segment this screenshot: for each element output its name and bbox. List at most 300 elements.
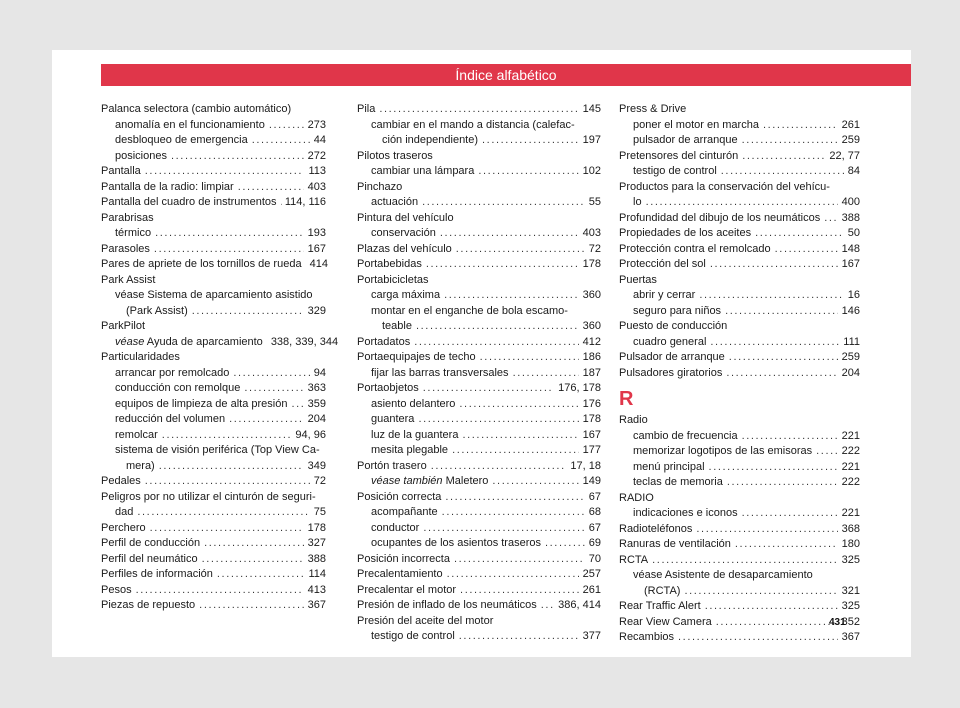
index-entry xyxy=(619,304,860,320)
index-entry xyxy=(619,226,860,242)
entry-term: Pesos xyxy=(101,583,132,596)
entry-term-text: Maletero xyxy=(442,475,489,487)
leader-dots xyxy=(454,552,585,568)
entry-term: equipos de limpieza de alta presión xyxy=(115,397,288,410)
entry-page-ref: 180 xyxy=(841,538,860,550)
leader-dots xyxy=(445,490,584,506)
index-entry xyxy=(357,366,601,382)
leader-dots xyxy=(162,428,292,444)
entry-term: Posición correcta xyxy=(357,490,442,503)
leader-dots xyxy=(426,257,579,273)
leader-dots xyxy=(742,133,838,149)
entry-page-ref: 261 xyxy=(841,118,860,131)
index-entry xyxy=(619,133,860,149)
entry-term: cambio de frecuencia xyxy=(633,429,738,442)
index-entry xyxy=(619,257,860,273)
page-title: Índice alfabético xyxy=(101,64,911,86)
entry-page-ref: 325 xyxy=(841,553,860,566)
entry-page-ref: 273 xyxy=(307,118,326,131)
leader-dots xyxy=(444,288,579,304)
entry-term: Protección del sol xyxy=(619,258,706,270)
entry-page-ref: 94, 96 xyxy=(295,428,326,441)
entry-page-ref: 70 xyxy=(588,552,601,565)
index-entry xyxy=(357,583,601,599)
leader-dots xyxy=(478,164,578,180)
index-heading: cambiar en el mando a distancia (calefac- xyxy=(371,118,575,131)
leader-dots xyxy=(229,412,304,428)
entry-term: testigo de control xyxy=(633,165,717,177)
index-entry xyxy=(101,459,326,475)
leader-dots xyxy=(136,583,304,599)
entry-page-ref: 167 xyxy=(841,258,860,270)
entry-term: Propiedades de los aceites xyxy=(619,227,752,239)
entry-term: RCTA xyxy=(619,553,649,566)
leader-dots xyxy=(735,537,838,553)
leader-dots xyxy=(291,397,303,413)
entry-page-ref: 67 xyxy=(588,521,601,534)
entry-term: Pulsador de arranque xyxy=(619,351,725,363)
entry-term: guantera xyxy=(371,413,415,425)
entry-term: térmico xyxy=(115,227,152,239)
index-entry xyxy=(357,102,601,118)
entry-page-ref: 114 xyxy=(308,568,326,580)
entry-page-ref: 327 xyxy=(307,537,326,549)
entry-term: posiciones xyxy=(115,149,167,162)
entry-term: ción independiente) xyxy=(382,134,479,146)
leader-dots xyxy=(137,505,309,521)
leader-dots xyxy=(379,102,578,118)
index-entry xyxy=(619,350,860,366)
entry-page-ref: 221 xyxy=(841,429,860,442)
page-number: 431 xyxy=(829,617,846,628)
leader-dots xyxy=(492,474,578,490)
entry-page-ref: 204 xyxy=(841,366,860,379)
entry-page-ref: 72 xyxy=(313,475,326,487)
index-entry xyxy=(357,567,601,583)
entry-term: Presión de inflado de los neumáticos xyxy=(357,599,537,611)
entry-term: ocupantes de los asientos traseros xyxy=(371,537,541,549)
index-entry xyxy=(357,490,601,506)
index-entry xyxy=(357,257,601,273)
entry-term: Portadatos xyxy=(357,335,411,348)
entry-term: arrancar por remolcado xyxy=(115,366,230,379)
entry-term: Pares de apriete de los tornillos de rueda xyxy=(101,258,302,270)
entry-page-ref: 17, 18 xyxy=(570,459,601,472)
entry-page-ref: 187 xyxy=(582,366,601,379)
entry-page-ref: 167 xyxy=(307,242,326,255)
entry-term: acompañante xyxy=(371,506,438,518)
index-entry xyxy=(101,397,326,413)
index-entry xyxy=(619,366,860,382)
index-heading: Presión del aceite del motor xyxy=(357,614,494,627)
index-entry xyxy=(619,599,860,615)
entry-term: Precalentamiento xyxy=(357,568,443,580)
index-heading: Puesto de conducción xyxy=(619,320,728,332)
entry-term: Pulsadores giratorios xyxy=(619,366,723,379)
leader-dots xyxy=(678,630,838,646)
entry-page-ref: 329 xyxy=(307,304,326,317)
entry-page-ref: 272 xyxy=(307,149,326,162)
leader-dots xyxy=(145,474,310,490)
entry-page-ref: 178 xyxy=(307,521,326,534)
entry-page-ref: 377 xyxy=(582,630,601,642)
index-entry xyxy=(101,164,326,180)
entry-page-ref: 222 xyxy=(841,476,860,488)
entry-page-ref: 67 xyxy=(588,490,601,503)
entry-page-ref: 55 xyxy=(588,196,601,208)
index-entry xyxy=(357,133,601,149)
entry-page-ref: 113 xyxy=(308,165,326,177)
entry-page-ref: 388 xyxy=(841,211,860,224)
entry-term: teclas de memoria xyxy=(633,476,723,488)
entry-term: Perfil de conducción xyxy=(101,537,201,549)
leader-dots xyxy=(460,583,579,599)
entry-term xyxy=(115,335,263,351)
entry-term: asiento delantero xyxy=(371,397,456,410)
leader-dots xyxy=(545,536,585,552)
leader-dots xyxy=(145,164,305,180)
entry-term: Precalentar el motor xyxy=(357,583,457,596)
index-entry xyxy=(357,459,601,475)
leader-dots xyxy=(541,598,554,614)
entry-page-ref: 259 xyxy=(841,134,860,146)
leader-dots xyxy=(705,599,838,615)
entry-term: Portaequipajes de techo xyxy=(357,351,476,363)
index-section-letter: R xyxy=(619,388,634,410)
index-entry xyxy=(101,304,326,320)
entry-page-ref: 222 xyxy=(841,445,860,457)
index-heading: Puertas xyxy=(619,273,657,286)
entry-term: cambiar una lámpara xyxy=(371,165,475,177)
entry-term: conducción con remolque xyxy=(115,382,241,394)
leader-dots xyxy=(202,552,304,568)
index-heading: RADIO xyxy=(619,491,654,504)
entry-page-ref: 146 xyxy=(841,304,860,317)
index-heading: Pintura del vehículo xyxy=(357,211,454,224)
entry-term: Rear Traffic Alert xyxy=(619,600,701,612)
entry-term: Rear View Camera xyxy=(619,615,712,628)
index-heading: Particularidades xyxy=(101,351,180,363)
entry-term: Recambios xyxy=(619,631,675,643)
leader-dots xyxy=(716,615,838,631)
entry-page-ref: 221 xyxy=(841,460,860,473)
entry-page-ref: 177 xyxy=(582,444,601,456)
leader-dots xyxy=(233,366,309,382)
entry-page-ref: 69 xyxy=(588,537,601,549)
index-entry xyxy=(619,615,860,631)
leader-dots xyxy=(456,242,585,258)
entry-page-ref: 186 xyxy=(582,351,601,363)
index-entry xyxy=(619,429,860,445)
leader-dots xyxy=(459,629,579,645)
entry-term: anomalía en el funcionamiento xyxy=(115,118,265,131)
leader-dots xyxy=(238,180,304,196)
entry-term: testigo de control xyxy=(371,630,455,642)
index-entry xyxy=(101,149,326,165)
index-entry xyxy=(357,381,601,397)
index-entry xyxy=(101,412,326,428)
index-heading: Parabrisas xyxy=(101,211,154,224)
leader-dots xyxy=(480,350,579,366)
index-entry xyxy=(101,521,326,537)
index-heading: Pinchazo xyxy=(357,180,403,193)
index-entry xyxy=(101,257,326,273)
index-entry xyxy=(101,242,326,258)
index-entry xyxy=(101,567,326,583)
leader-dots xyxy=(742,149,825,165)
entry-page-ref: 94 xyxy=(313,366,326,379)
index-entry xyxy=(357,288,601,304)
entry-page-ref: 50 xyxy=(847,227,860,239)
entry-page-ref: 114, 116 xyxy=(284,196,326,208)
entry-page-ref: 22, 77 xyxy=(829,149,860,162)
index-entry xyxy=(357,397,601,413)
entry-term: remolcar xyxy=(115,428,158,441)
index-entry xyxy=(101,133,326,149)
entry-term: conservación xyxy=(371,227,436,239)
index-entry xyxy=(357,350,601,366)
leader-dots xyxy=(442,505,585,521)
entry-page-ref: 386, 414 xyxy=(558,599,601,611)
entry-term: conductor xyxy=(371,521,420,534)
index-entry xyxy=(357,474,601,490)
leader-dots xyxy=(440,226,579,242)
index-entry xyxy=(619,584,860,600)
entry-term: mesita plegable xyxy=(371,444,449,456)
entry-term: luz de la guantera xyxy=(371,428,459,441)
index-entry xyxy=(619,537,860,553)
leader-dots xyxy=(159,459,304,475)
entry-page-ref: 400 xyxy=(841,196,860,208)
index-heading: sistema de visión periférica (Top View Ca- xyxy=(115,444,320,456)
index-heading: Press & Drive xyxy=(619,103,687,115)
index-entry xyxy=(619,506,860,522)
leader-dots xyxy=(252,133,310,149)
index-entry xyxy=(357,319,601,335)
entry-page-ref: 193 xyxy=(307,227,326,239)
index-entry xyxy=(101,536,326,552)
entry-term: fijar las barras transversales xyxy=(371,366,509,379)
entry-term: Portaobjetos xyxy=(357,382,419,394)
leader-dots xyxy=(729,350,838,366)
entry-term: Protección contra el remolcado xyxy=(619,242,771,255)
entry-term: cuadro general xyxy=(633,335,707,348)
entry-term: mera) xyxy=(126,459,155,472)
index-entry xyxy=(619,211,860,227)
entry-page-ref: 412 xyxy=(582,335,601,348)
index-entry xyxy=(357,412,601,428)
entry-page-ref: 367 xyxy=(307,599,326,611)
entry-page-ref: 368 xyxy=(841,522,860,535)
leader-dots xyxy=(422,195,585,211)
entry-term: (RCTA) xyxy=(644,584,681,597)
entry-term: indicaciones e iconos xyxy=(633,507,738,519)
leader-dots xyxy=(816,444,838,460)
entry-page-ref: 257 xyxy=(582,568,601,580)
entry-page-ref: 167 xyxy=(582,428,601,441)
leader-dots xyxy=(721,164,844,180)
leader-dots xyxy=(423,381,554,397)
entry-term: Pantalla de la radio: limpiar xyxy=(101,180,234,193)
index-heading: Portabicicletas xyxy=(357,273,429,286)
index-entry xyxy=(619,630,860,646)
leader-dots xyxy=(204,536,304,552)
entry-term: pulsador de arranque xyxy=(633,134,738,146)
entry-page-ref: 178 xyxy=(582,413,601,425)
leader-dots xyxy=(652,553,838,569)
index-entry xyxy=(357,598,601,614)
entry-page-ref: 16 xyxy=(847,289,860,301)
entry-term: lo xyxy=(633,196,642,208)
index-entry xyxy=(357,164,601,180)
entry-term: poner el motor en marcha xyxy=(633,118,759,131)
index-entry xyxy=(101,505,326,521)
entry-term: dad xyxy=(115,506,134,518)
leader-dots xyxy=(513,366,579,382)
entry-term: carga máxima xyxy=(371,289,441,301)
index-entry xyxy=(619,522,860,538)
entry-page-ref: 359 xyxy=(307,397,326,410)
entry-page-ref: 338, 339, 344 xyxy=(270,335,339,348)
index-entry xyxy=(619,460,860,476)
leader-dots xyxy=(416,319,579,335)
entry-page-ref: 102 xyxy=(582,165,601,177)
leader-dots xyxy=(154,242,304,258)
leader-dots xyxy=(217,567,305,583)
index-heading: Palanca selectora (cambio automático) xyxy=(101,103,292,115)
entry-term: seguro para niños xyxy=(633,304,722,317)
entry-page-ref: 360 xyxy=(582,320,601,332)
entry-page-ref: 145 xyxy=(582,103,601,115)
leader-dots xyxy=(418,412,578,428)
index-entry xyxy=(357,242,601,258)
entry-term: Radioteléfonos xyxy=(619,522,693,535)
index-heading: Park Assist xyxy=(101,273,156,286)
entry-page-ref: 363 xyxy=(307,382,326,394)
index-entry xyxy=(619,149,860,165)
entry-term: Pantalla del cuadro de instrumentos xyxy=(101,196,277,208)
index-entry xyxy=(619,288,860,304)
entry-page-ref: 403 xyxy=(307,180,326,193)
leader-dots xyxy=(171,149,304,165)
entry-page-ref: 388 xyxy=(307,552,326,565)
entry-term: actuación xyxy=(371,196,419,208)
entry-page-ref: 111 xyxy=(843,335,860,348)
entry-term: reducción del volumen xyxy=(115,413,226,425)
leader-dots xyxy=(742,506,838,522)
leader-dots xyxy=(447,567,579,583)
leader-dots xyxy=(710,335,839,351)
leader-dots xyxy=(646,195,838,211)
entry-page-ref: 84 xyxy=(847,165,860,177)
entry-page-ref: 44 xyxy=(313,134,326,146)
index-heading: ParkPilot xyxy=(101,320,146,332)
entry-page-ref: 221 xyxy=(841,507,860,519)
leader-dots xyxy=(824,211,837,227)
leader-dots xyxy=(726,366,837,382)
entry-page-ref: 403 xyxy=(582,227,601,239)
entry-page-ref: 367 xyxy=(841,631,860,643)
index-entry xyxy=(101,335,339,351)
leader-dots xyxy=(269,118,304,134)
index-heading: Peligros por no utilizar el cinturón de seguri- xyxy=(101,490,316,503)
entry-page-ref: 72 xyxy=(588,242,601,255)
entry-term: Perchero xyxy=(101,521,146,534)
index-column-1 xyxy=(101,102,339,614)
leader-dots xyxy=(727,475,838,491)
index-heading: montar en el enganche de bola escamo- xyxy=(371,304,568,317)
entry-term: Pedales xyxy=(101,475,141,487)
index-entry xyxy=(101,226,326,242)
leader-dots xyxy=(755,226,844,242)
leader-dots xyxy=(452,443,579,459)
entry-term: Pila xyxy=(357,103,376,115)
entry-term: Pantalla xyxy=(101,165,141,177)
leader-dots xyxy=(155,226,304,242)
entry-term: Perfil del neumático xyxy=(101,552,198,565)
entry-term: teable xyxy=(382,320,412,332)
leader-dots xyxy=(709,460,838,476)
index-entry xyxy=(357,552,601,568)
entry-term: Parasoles xyxy=(101,242,150,255)
index-page xyxy=(52,50,911,657)
entry-page-ref: 178 xyxy=(582,258,601,270)
entry-page-ref: 176, 178 xyxy=(558,382,601,394)
entry-page-ref: 349 xyxy=(307,459,326,472)
index-heading: Pilotos traseros xyxy=(357,149,433,162)
index-entry xyxy=(619,195,860,211)
entry-page-ref: 68 xyxy=(588,506,601,518)
entry-term: Profundidad del dibujo de los neumáticos xyxy=(619,211,821,224)
entry-term: Plazas del vehículo xyxy=(357,242,452,255)
entry-page-ref: 325 xyxy=(841,600,860,612)
index-heading: véase Sistema de aparcamiento asistido xyxy=(115,289,313,301)
leader-dots xyxy=(459,397,578,413)
leader-dots xyxy=(710,257,838,273)
index-entry xyxy=(101,428,326,444)
index-entry xyxy=(357,536,601,552)
entry-page-ref: 176 xyxy=(582,397,601,410)
entry-page-ref: 204 xyxy=(307,413,326,425)
index-entry xyxy=(101,598,326,614)
index-entry xyxy=(619,475,860,491)
entry-page-ref: 261 xyxy=(582,583,601,596)
entry-term: desbloqueo de emergencia xyxy=(115,134,248,146)
leader-dots xyxy=(763,118,838,134)
index-entry xyxy=(101,180,326,196)
leader-dots xyxy=(696,522,837,538)
entry-term: abrir y cerrar xyxy=(633,289,696,301)
index-entry xyxy=(101,366,326,382)
index-entry xyxy=(357,443,601,459)
entry-term: Portabebidas xyxy=(357,258,422,270)
index-heading: Productos para la conservación del vehícu- xyxy=(619,180,830,193)
index-entry xyxy=(101,474,326,490)
index-entry xyxy=(357,226,601,242)
leader-dots xyxy=(482,133,579,149)
leader-dots xyxy=(192,304,304,320)
index-entry xyxy=(357,335,601,351)
entry-page-ref: 414 xyxy=(309,258,328,270)
index-entry xyxy=(357,629,601,645)
index-entry xyxy=(357,195,601,211)
entry-term: menú principal xyxy=(633,460,705,473)
index-column-2 xyxy=(357,102,601,645)
entry-page-ref: 75 xyxy=(313,506,326,518)
index-column-3 xyxy=(619,102,860,646)
leader-dots xyxy=(150,521,304,537)
index-entry xyxy=(101,195,326,211)
